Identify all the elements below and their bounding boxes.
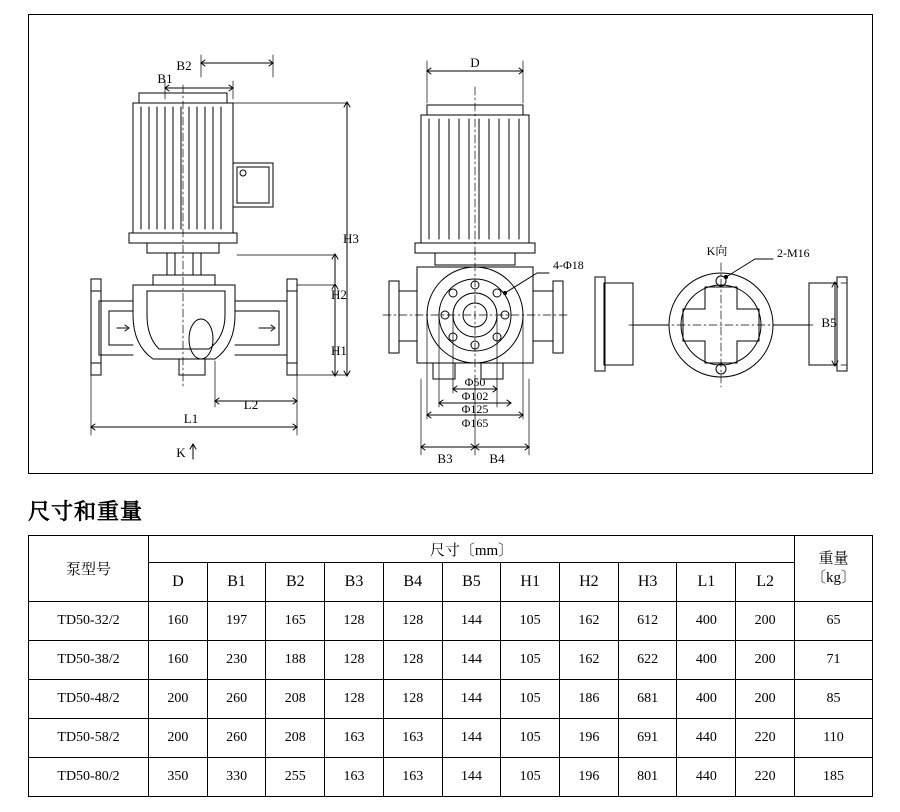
label-2-m16: 2-M16 xyxy=(777,246,810,260)
cell-h1: 105 xyxy=(501,758,560,797)
label-b3: B3 xyxy=(437,451,453,466)
cell-l1: 440 xyxy=(677,719,736,758)
cell-b1: 197 xyxy=(207,602,266,641)
label-h2: H2 xyxy=(331,287,347,302)
cell-model: TD50-80/2 xyxy=(29,758,149,797)
pump-dimension-drawing xyxy=(29,15,873,474)
cell-h1: 105 xyxy=(501,602,560,641)
cell-l2: 200 xyxy=(736,641,795,680)
cell-h3: 801 xyxy=(618,758,677,797)
cell-model: TD50-32/2 xyxy=(29,602,149,641)
header-model: 泵型号 xyxy=(29,536,149,602)
cell-d: 200 xyxy=(149,719,208,758)
table-row xyxy=(29,641,873,680)
cell-h3: 681 xyxy=(618,680,677,719)
cell-l2: 200 xyxy=(736,680,795,719)
dimensions-weight-table xyxy=(28,535,873,797)
header-col-l1: L1 xyxy=(677,563,736,602)
cell-h1: 105 xyxy=(501,719,560,758)
cell-b4: 128 xyxy=(383,680,442,719)
cell-weight: 71 xyxy=(795,641,873,680)
cell-b2: 208 xyxy=(266,719,325,758)
cell-h2: 162 xyxy=(560,641,619,680)
technical-drawing xyxy=(28,14,873,474)
cell-h3: 612 xyxy=(618,602,677,641)
cell-b5: 144 xyxy=(442,758,501,797)
header-col-b1: B1 xyxy=(207,563,266,602)
cell-b2: 208 xyxy=(266,680,325,719)
cell-h1: 105 xyxy=(501,680,560,719)
cell-l2: 220 xyxy=(736,758,795,797)
header-col-b5: B5 xyxy=(442,563,501,602)
cell-d: 350 xyxy=(149,758,208,797)
cell-b1: 260 xyxy=(207,719,266,758)
table-row xyxy=(29,758,873,797)
cell-l1: 440 xyxy=(677,758,736,797)
header-weight xyxy=(795,536,873,602)
cell-h2: 162 xyxy=(560,602,619,641)
header-col-d: D xyxy=(149,563,208,602)
cell-l1: 400 xyxy=(677,602,736,641)
cell-b3: 128 xyxy=(325,602,384,641)
cell-d: 160 xyxy=(149,641,208,680)
cell-d: 160 xyxy=(149,602,208,641)
label-b4: B4 xyxy=(489,451,505,466)
table-head xyxy=(29,536,873,602)
section-title: 尺寸和重量 xyxy=(28,500,144,525)
label-phi102: Φ102 xyxy=(461,389,489,403)
label-l2: L2 xyxy=(243,397,259,412)
label-d: D xyxy=(470,55,480,70)
cell-h2: 196 xyxy=(560,719,619,758)
header-col-h2: H2 xyxy=(560,563,619,602)
label-h3: H3 xyxy=(343,231,359,246)
cell-b5: 144 xyxy=(442,719,501,758)
header-col-l2: L2 xyxy=(736,563,795,602)
label-b2: B2 xyxy=(176,58,192,73)
header-col-h1: H1 xyxy=(501,563,560,602)
cell-b2: 165 xyxy=(266,602,325,641)
cell-b3: 163 xyxy=(325,719,384,758)
header-col-b4: B4 xyxy=(383,563,442,602)
cell-b1: 230 xyxy=(207,641,266,680)
cell-b4: 163 xyxy=(383,758,442,797)
header-col-b3: B3 xyxy=(325,563,384,602)
label-k-view: K向 xyxy=(706,244,728,258)
table-row xyxy=(29,602,873,641)
table-row xyxy=(29,719,873,758)
cell-model: TD50-48/2 xyxy=(29,680,149,719)
label-l1: L1 xyxy=(183,411,199,426)
header-weight-line2: 〔kg〕 xyxy=(810,569,856,586)
cell-h3: 622 xyxy=(618,641,677,680)
label-h1: H1 xyxy=(331,343,347,358)
label-b5: B5 xyxy=(821,315,837,330)
cell-b1: 260 xyxy=(207,680,266,719)
cell-h2: 196 xyxy=(560,758,619,797)
table-header-row-2 xyxy=(29,563,873,602)
cell-h3: 691 xyxy=(618,719,677,758)
cell-l2: 220 xyxy=(736,719,795,758)
label-b1: B1 xyxy=(157,71,173,86)
table-row xyxy=(29,680,873,719)
cell-b5: 144 xyxy=(442,680,501,719)
cell-b2: 188 xyxy=(266,641,325,680)
cell-b1: 330 xyxy=(207,758,266,797)
cell-d: 200 xyxy=(149,680,208,719)
header-dimensions-group: 尺寸〔mm〕 xyxy=(149,536,795,563)
cell-l1: 400 xyxy=(677,680,736,719)
label-k: K xyxy=(176,445,186,460)
table-header-row-1 xyxy=(29,536,873,563)
label-phi165: Φ165 xyxy=(461,416,489,430)
label-phi125: Φ125 xyxy=(461,402,489,416)
cell-b5: 144 xyxy=(442,641,501,680)
cell-model: TD50-38/2 xyxy=(29,641,149,680)
cell-b3: 128 xyxy=(325,680,384,719)
cell-l2: 200 xyxy=(736,602,795,641)
label-4-phi18: 4-Φ18 xyxy=(553,258,584,272)
cell-b4: 128 xyxy=(383,602,442,641)
header-col-b2: B2 xyxy=(266,563,325,602)
cell-b2: 255 xyxy=(266,758,325,797)
cell-b3: 163 xyxy=(325,758,384,797)
cell-weight: 65 xyxy=(795,602,873,641)
header-weight-line1: 重量 xyxy=(818,550,849,567)
cell-weight: 110 xyxy=(795,719,873,758)
cell-weight: 185 xyxy=(795,758,873,797)
cell-b4: 163 xyxy=(383,719,442,758)
cell-model: TD50-58/2 xyxy=(29,719,149,758)
cell-h1: 105 xyxy=(501,641,560,680)
header-col-h3: H3 xyxy=(618,563,677,602)
label-phi50: Φ50 xyxy=(464,375,486,389)
cell-b4: 128 xyxy=(383,641,442,680)
table-body xyxy=(29,602,873,797)
cell-h2: 186 xyxy=(560,680,619,719)
spec-table-container xyxy=(28,535,873,797)
cell-b5: 144 xyxy=(442,602,501,641)
cell-b3: 128 xyxy=(325,641,384,680)
cell-l1: 400 xyxy=(677,641,736,680)
cell-weight: 85 xyxy=(795,680,873,719)
